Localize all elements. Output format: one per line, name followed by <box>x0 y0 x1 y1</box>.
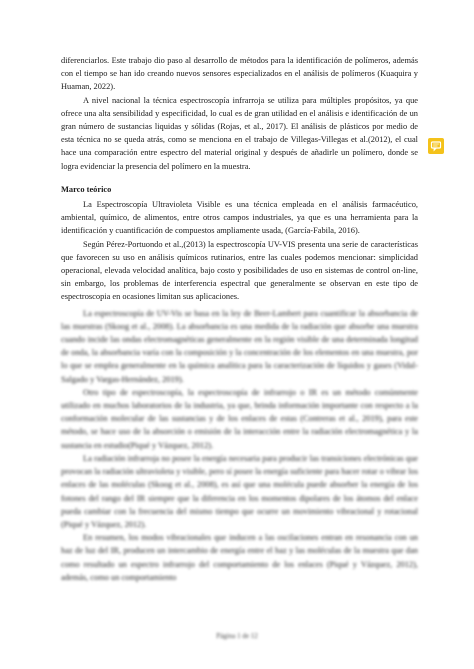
paragraph-intro-continued: diferenciarlos. Este trabajo dio paso al desarrollo de métodos para la identificación de polímeros, además con el tiempo se han ido creando nuevos sensores especializados en el análisis de polímeros (Kuaquira y Huaman, 2022). <box>61 56 418 92</box>
blurred-paragraph: Otro tipo de espectroscopía, la espectroscopía de infrarrojo o IR es un método comúnmente utilizado en muchos laboratorios de la industria, ya que, brinda información importante con respecto a la conformación molecular de las sustancias y de los enlaces de estas (Contreras et al., 2019), para este método, se hace uso de la absorción o emisión de la interacción entre la radiación electromagnética y la sustancia en estudio(Piqué y Vázquez, 2012). <box>61 387 418 450</box>
page-content <box>61 54 418 584</box>
blurred-paragraph: La radiación infrarroja no posee la energía necesaria para producir las transiciones electrónicas que provocan la radiación ultravioleta y visible, pero sí posee la energía suficiente para hacer rotar o vibrar los enlaces de las moléculas (Skoog et al., 2008), es así que una molécula puede absorber la energía de los fotones del rango del IR siempre que la diferencia en los momentos dipolares de los átomos del enlace pueda cambiar con la frecuencia del mismo tiempo que ocurre un movimiento vibracional y rotacional (Piqué y Vázquez, 2012). <box>61 453 418 529</box>
paragraph-uv-vis-characteristics: Según Pérez-Portuondo et al.,(2013) la espectroscopía UV-VIS presenta una serie de características que favorecen su uso en análisis químicos rutinarios, entre las cuales podemos mencionar: simplicidad operacional, elevada velocidad analítica, bajo costo y posibilidades de uso en sistemas de control on-line, sin embargo, los problemas de interferencia espectral que generalmente se observan en este tipo de espectroscopia en ocasiones limitan sus aplicaciones. <box>61 239 418 302</box>
blurred-paragraph: En resumen, los modos vibracionales que inducen a las oscilaciones entran en resonancia con un haz de luz del IR, producen un intercambio de energía entre el haz y las moléculas de la muestra que dan como resultado un espectro infrarrojo del comportamiento de los enlaces (Piqué y Vázquez, 2012), además, como un comportamiento <box>61 533 418 582</box>
paragraph-uv-vis-intro: La Espectroscopía Ultravioleta Visible es una técnica empleada en el análisis farmacéutico, ambiental, químico, de alimentos, entre otros campos industriales, ya que es una herramienta para la identificación y cuantificación de compuestos ampliamente usada, (García-Fabila, 2016). <box>61 200 418 236</box>
blurred-paragraph: La espectroscopía de UV-Vis se basa en la ley de Beer-Lambert para cuantificar la absorbancia de las muestras (Skoog et al., 2008). La absorbancia es una medida de la radiación que absorbe una muestra cuando incide las ondas electromagnéticas generalmente en la región visible de una determinada longitud de onda, la absorbancia varía con la composición y la concentración de los elementos en una muestra, por lo que se emplea generalmente en la química analítica para la caracterización de líquidos y gases (Vidal-Salgado y Vargas-Hernández, 2019). <box>61 308 418 384</box>
paragraph-national-ir: A nivel nacional la técnica espectroscopía infrarroja se utiliza para múltiples propósitos, ya que ofrece una alta sensibilidad y especificidad, lo cual es de gran utilidad en el análisis e identificación de un gran número de sustancias liquidas y sólidas (Rojas, et al., 2017). El análisis de plásticos por medio de esta técnica no se queda atrás, como se menciona en el trabajo de Villegas-Villegas et al.(2012), el cual hace una comparación entre espectro del material original y después de añadirle un polímero, donde se logra evidenciar la presencia del polímero en la muestra. <box>61 95 418 171</box>
comment-icon[interactable] <box>428 138 444 154</box>
section-heading: Marco teórico <box>61 184 112 194</box>
page-footer: Página 1 de 12 <box>216 632 258 640</box>
blurred-preview-section <box>61 307 418 584</box>
comment-glyph-icon <box>428 138 444 154</box>
